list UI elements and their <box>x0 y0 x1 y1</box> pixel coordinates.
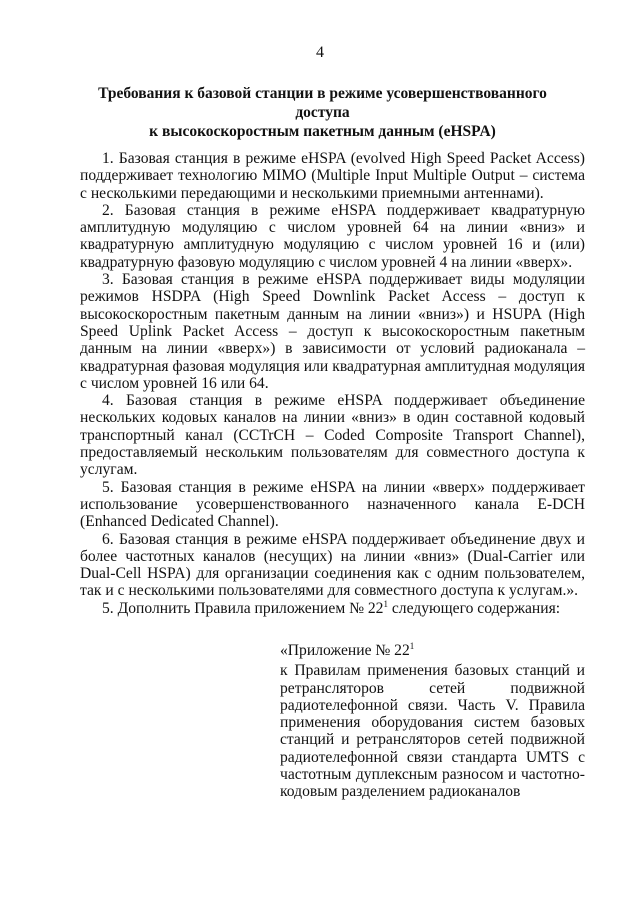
paragraph-1: 1. Базовая станция в режиме eHSPA (evolved High Speed Packet Access) поддерживает технологию MIMO (Multiple Input Multiple Output – система с несколькими передающими и несколькими приемными антеннами). <box>80 150 585 202</box>
appendix-title <box>280 642 585 659</box>
amendment-text-after: следующего содержания: <box>387 599 561 617</box>
appendix-title-superscript: 1 <box>409 640 415 651</box>
heading-line-1: Требования к базовой станции в режиме усовершенствованного доступа <box>98 85 547 121</box>
paragraph-6: 6. Базовая станция в режиме eHSPA поддерживает объединение двух и более частотных каналов (несущих) на линии «вниз» (Dual-Carrier или Dual-Cell HSPA) для организации соединения как с одним пользователем, так и с несколькими пользователями для совместного доступа к услугам.». <box>80 530 585 600</box>
requirements-list <box>80 150 585 617</box>
appendix-body: к Правилам применения базовых станций и ретрансляторов сетей подвижной радиотелефонной связи. Часть V. Правила применения оборудования систем базовых станций и ретрансляторов сетей подвижной радиотелефонной связи стандарта UMTS с частотным дуплексным разносом и частотно-кодовым разделением радиоканалов <box>280 662 585 801</box>
paragraph-3: 3. Базовая станция в режиме eHSPA поддерживает виды модуляции режимов HSDPA (High Speed Downlink Packet Access – доступ к высокоскоростным пакетным данным на линии «вниз») и HSUPA (High Speed Uplink Packet Access – доступ к высокоскоростным пакетным данным на линии «вверх») в зависимости от условий радиоканала – квадратурная фазовая модуляция или квадратурная амплитудная модуляция с числом уровней 16 или 64. <box>80 271 585 392</box>
amendment-superscript: 1 <box>383 598 388 609</box>
paragraph-2: 2. Базовая станция в режиме eHSPA поддерживает квадратурную амплитудную модуляцию с числом уровней 64 на линии «вниз» и квадратурную амплитудную модуляцию с числом уровней 16 и (или) квадратурную фазовую модуляцию с числом уровней 4 на линии «вверх». <box>80 201 585 271</box>
amendment-text-before: 5. Дополнить Правила приложением № 22 <box>102 599 384 617</box>
amendment-item-5 <box>80 600 585 617</box>
section-heading <box>70 84 575 141</box>
appendix-title-text: «Приложение № 22 <box>280 642 410 659</box>
page-number: 4 <box>316 44 324 61</box>
paragraph-4: 4. Базовая станция в режиме eHSPA поддерживает объединение нескольких кодовых каналов на линии «вниз» в один составной кодовый транспортный канал (CCTrCH – Coded Composite Transport Channel), предоставляемый нескольким пользователям для совместного доступа к услугам. <box>80 392 585 479</box>
heading-line-2: к высокоскоростным пакетным данным (eHSPA) <box>149 123 496 140</box>
appendix-block <box>280 642 585 801</box>
paragraph-5: 5. Базовая станция в режиме eHSPA на линии «вверх» поддерживает использование усовершенствованного назначенного канала E-DCH (Enhanced Dedicated Channel). <box>80 478 585 531</box>
